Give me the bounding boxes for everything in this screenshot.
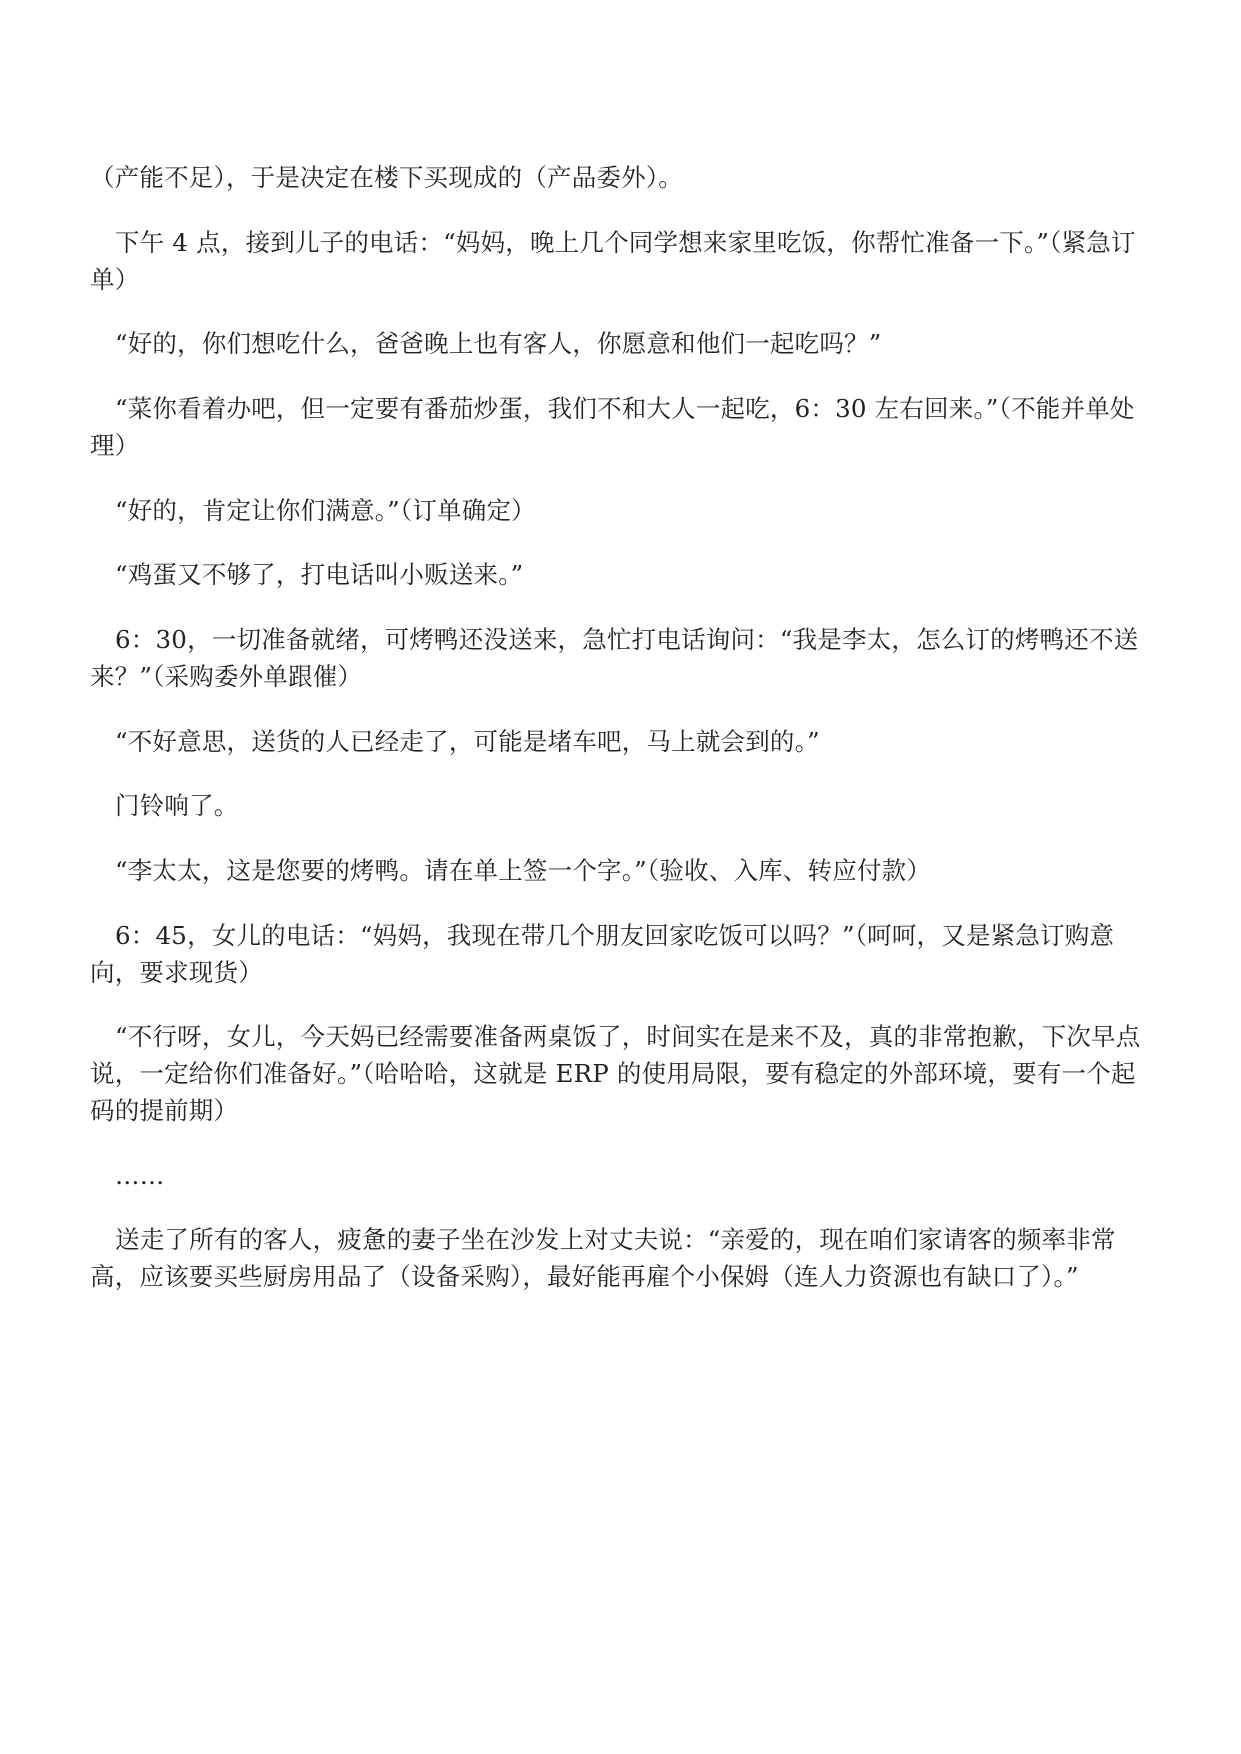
paragraph: 6：45，女儿的电话：“妈妈，我现在带几个朋友回家吃饭可以吗？”（呵呵，又是紧急订购意向，要求现货）	[90, 920, 1115, 987]
paragraph: “好的，肯定让你们满意。”（订单确定）	[115, 495, 536, 525]
paragraph: “李太太，这是您要的烤鸭。请在单上签一个字。”（验收、入库、转应付款）	[115, 856, 932, 885]
document-body	[90, 160, 1150, 1324]
paragraph: “好的，你们想吃什么，爸爸晚上也有客人，你愿意和他们一起吃吗？”	[115, 329, 882, 359]
paragraph: 6：30，一切准备就绪，可烤鸭还没送来，急忙打电话询问：“我是李太，怎么订的烤鸭还不送来？”（采购委外单跟催）	[90, 625, 1139, 691]
paragraph: ……	[115, 1160, 165, 1190]
paragraph: （产能不足），于是决定在楼下买现成的（产品委外）。	[90, 163, 683, 192]
paragraph: “不行呀，女儿，今天妈已经需要准备两桌饭了，时间实在是来不及，真的非常抱歉，下次早点说，一定给你们准备好。”（哈哈哈，这就是 ERP 的使用局限，要有稳定的外部环境，要有一个起码的提前期）	[90, 1022, 1141, 1125]
paragraph: 送走了所有的客人，疲惫的妻子坐在沙发上对丈夫说：“亲爱的，现在咱们家请客的频率非常高，应该要买些厨房用品了（设备采购），最好能再雇个小保姆（连人力资源也有缺口了）。”	[90, 1225, 1116, 1291]
paragraph: “不好意思，送货的人已经走了，可能是堵车吧，马上就会到的。”	[115, 726, 820, 756]
paragraph: 下午 4 点，接到儿子的电话：“妈妈，晚上几个同学想来家里吃饭，你帮忙准备一下。”（紧急订单）	[90, 227, 1136, 294]
paragraph: 门铃响了。	[115, 791, 239, 821]
paragraph: “鸡蛋又不够了，打电话叫小贩送来。”	[115, 560, 524, 590]
paragraph: “菜你看着办吧，但一定要有番茄炒蛋，我们不和大人一起吃，6：30 左右回来。”（不能并单处理）	[90, 394, 1135, 460]
